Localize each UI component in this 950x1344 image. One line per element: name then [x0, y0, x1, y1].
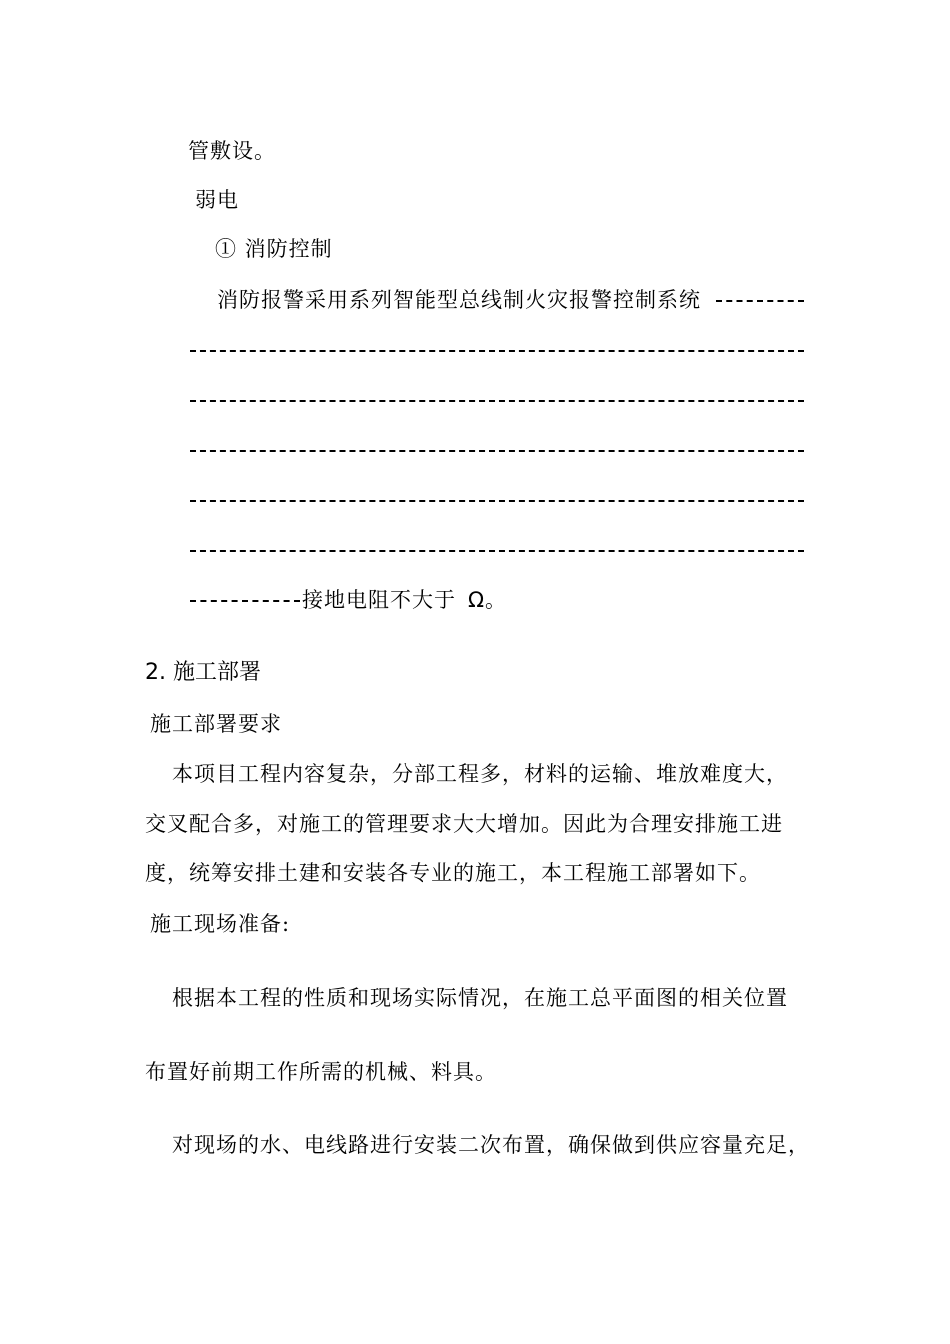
placeholder-dashes	[190, 385, 804, 415]
paragraph-line: 交叉配合多，对施工的管理要求大大增加。因此为合理安排施工进	[145, 812, 783, 836]
placeholder-dashes	[190, 585, 300, 615]
placeholder-dashes	[190, 435, 804, 465]
subheading-requirements: 施工部署要求	[150, 712, 282, 736]
item-fire-control: ① 消防控制	[215, 237, 333, 261]
fire-alarm-paragraph: 消防报警采用系列智能型总线制火灾报警控制系统	[217, 288, 701, 312]
section-title-weak-current: 弱电	[195, 188, 239, 212]
placeholder-dashes	[716, 285, 804, 315]
section-heading: 2. 施工部署	[145, 660, 261, 685]
paragraph-line: 度，统筹安排土建和安装各专业的施工，本工程施工部署如下。	[145, 861, 761, 885]
paragraph-line: 本项目工程内容复杂，分部工程多，材料的运输、堆放难度大，	[172, 762, 788, 786]
paragraph-line: 根据本工程的性质和现场实际情况，在施工总平面图的相关位置	[172, 986, 788, 1010]
paragraph-fragment: 管敷设。	[188, 139, 276, 163]
grounding-unit: Ω。	[468, 588, 508, 612]
subheading-site-prep: 施工现场准备:	[150, 912, 291, 936]
paragraph-line: 对现场的水、电线路进行安装二次布置，确保做到供应容量充足，	[172, 1133, 810, 1157]
placeholder-dashes	[190, 335, 804, 365]
placeholder-dashes	[190, 535, 804, 565]
grounding-text: 接地电阻不大于	[302, 588, 456, 612]
placeholder-dashes	[190, 485, 804, 515]
paragraph-line: 布置好前期工作所需的机械、料具。	[145, 1060, 497, 1084]
